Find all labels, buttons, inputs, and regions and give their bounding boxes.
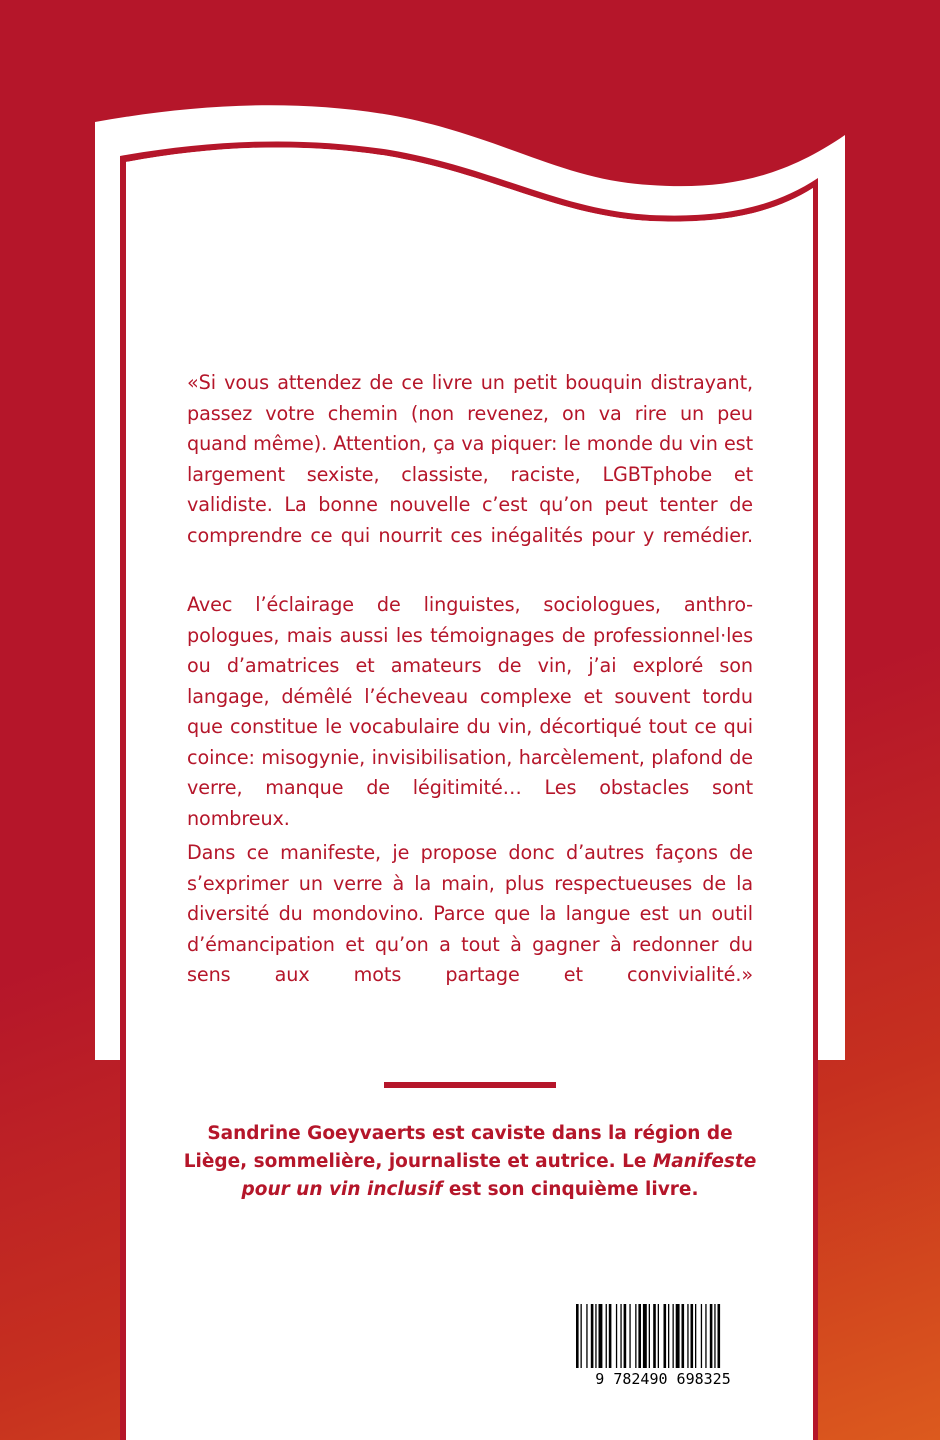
panel-top-fill <box>126 147 813 340</box>
book-title: Manifeste pour un vin inclusif <box>241 1151 757 1200</box>
publisher-line-2: TURFU <box>190 1351 301 1386</box>
divider-line <box>384 1082 556 1088</box>
quote-paragraph-3: Dans ce manifeste, je propose donc d’autres façons de s’exprimer un verre à la main, plus respectueuses de la diversité du mondovino. Parce que la langue est un outil d’émancipation et qu’on a tout à gagner à redonner du sens aux mots partage et convivialité.» <box>187 841 753 986</box>
bio-text-2: est son cinquième livre. <box>442 1179 699 1200</box>
quote-paragraph-1: «Si vous attendez de ce livre un petit bouquin distrayant, passez votre chemin (non revenez, on va rire un peu quand même). Attention, ça va piquer: le monde du vin est largement sexiste, classiste, raciste, LGBTphobe et validiste. La bonne nouvelle c’est qu’on peut tenter de comprendre ce qui nourrit ces inégalités pour y remédier. <box>187 371 753 547</box>
publisher-line-1: NOURI <box>190 1317 298 1352</box>
barcode-digits: 9 782490 698325 <box>568 1370 758 1388</box>
author-bio <box>180 1120 760 1204</box>
isbn-number: 978-2-490698-32-5 <box>591 1278 728 1294</box>
quote-paragraph-2: Avec l’éclairage de linguistes, sociologues, anthropologues, mais aussi les témoignages de professionnel·les ou d’amatrices et amateurs de vin, j’ai exploré son langage, démêlé l’écheveau complexe et souvent tordu que constitue le vocabulaire du vin, décortiqué tout ce qui coince: misogynie, invisibilisation, harcèlement, plafond de verre, manque de légitimité… Les obstacles sont nombreux. <box>187 593 753 830</box>
price-label: 10€ <box>739 1318 760 1353</box>
barcode <box>568 1298 758 1390</box>
publisher-logo <box>190 1318 300 1386</box>
bio-text-1: Sandrine Goeyvaerts est caviste dans la région de Liège, sommelière, journaliste et autrice. Le <box>183 1123 733 1172</box>
hashtag: #Vinclusif <box>647 1408 728 1427</box>
